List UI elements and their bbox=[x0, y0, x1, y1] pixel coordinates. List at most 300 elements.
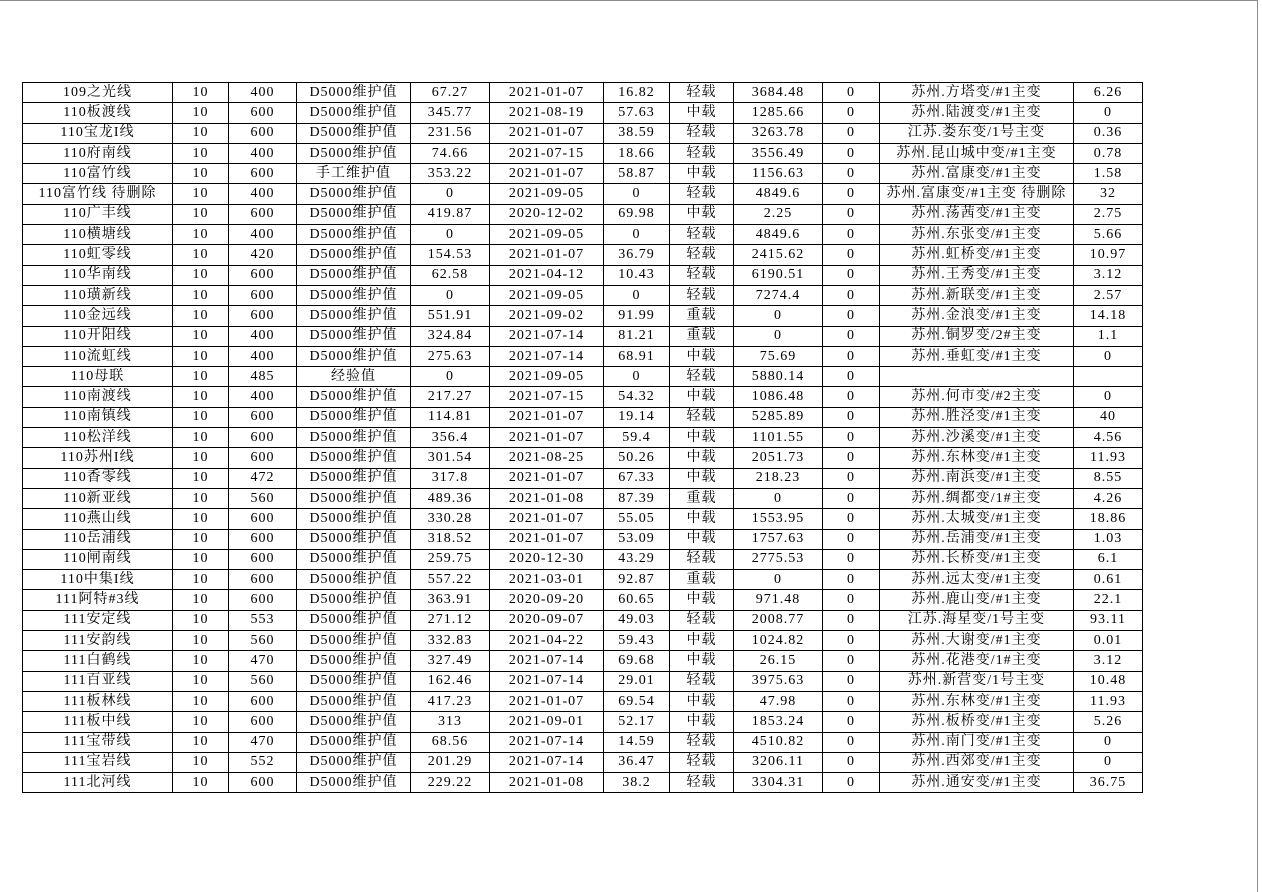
feeder-name-cell bbox=[23, 428, 173, 448]
value-cell bbox=[1074, 509, 1143, 529]
table-row bbox=[23, 610, 1143, 630]
voltage-text: 10 bbox=[192, 429, 209, 445]
transformer-text: 苏州.花港变/1#主变 bbox=[911, 652, 1042, 668]
transformer-cell bbox=[880, 712, 1074, 732]
load-level-text: 中载 bbox=[686, 693, 717, 709]
voltage-cell bbox=[173, 732, 229, 752]
voltage-text: 10 bbox=[192, 713, 209, 729]
table-row bbox=[23, 346, 1143, 366]
load-current-text: 318.52 bbox=[427, 531, 473, 547]
spare-capacity-cell bbox=[734, 387, 823, 407]
value-source-text: D5000维护值 bbox=[309, 186, 398, 202]
voltage-text: 10 bbox=[192, 307, 209, 323]
date-text: 2021-07-14 bbox=[508, 734, 585, 750]
feeder-name-text: 111安定线 bbox=[63, 612, 132, 628]
spare-capacity-cell bbox=[734, 610, 823, 630]
feeder-name-cell bbox=[23, 306, 173, 326]
value-source-cell bbox=[297, 549, 411, 569]
transformer-text: 苏州.东林变/#1主变 bbox=[911, 693, 1042, 709]
voltage-text: 10 bbox=[192, 267, 209, 283]
table-row bbox=[23, 265, 1143, 285]
value-text: 14.18 bbox=[1089, 307, 1127, 323]
rated-current-cell bbox=[229, 285, 297, 305]
value-source-cell bbox=[297, 346, 411, 366]
value-cell bbox=[1074, 428, 1143, 448]
date-text: 2021-01-07 bbox=[508, 470, 585, 486]
load-rate-cell bbox=[604, 123, 670, 143]
load-level-cell bbox=[670, 428, 734, 448]
load-level-text: 轻载 bbox=[686, 734, 717, 750]
load-rate-text: 36.47 bbox=[618, 754, 655, 770]
feeder-name-cell bbox=[23, 752, 173, 772]
feeder-name-cell bbox=[23, 488, 173, 508]
feeder-name-cell bbox=[23, 529, 173, 549]
load-current-cell bbox=[411, 590, 490, 610]
load-rate-text: 19.14 bbox=[618, 409, 655, 425]
load-level-text: 重载 bbox=[686, 307, 717, 323]
date-cell bbox=[490, 164, 604, 184]
load-level-cell bbox=[670, 143, 734, 163]
load-current-cell bbox=[411, 123, 490, 143]
spare-capacity-cell bbox=[734, 549, 823, 569]
load-current-cell bbox=[411, 407, 490, 427]
count-text: 0 bbox=[847, 713, 855, 729]
spare-capacity-cell bbox=[734, 732, 823, 752]
rated-current-cell bbox=[229, 245, 297, 265]
load-current-cell bbox=[411, 773, 490, 793]
spare-capacity-cell bbox=[734, 691, 823, 711]
rated-current-cell bbox=[229, 407, 297, 427]
value-source-cell bbox=[297, 285, 411, 305]
rated-current-cell bbox=[229, 428, 297, 448]
load-current-text: 551.91 bbox=[427, 307, 473, 323]
feeder-name-text: 110横塘线 bbox=[63, 226, 132, 242]
value-source-cell bbox=[297, 143, 411, 163]
load-level-text: 中载 bbox=[686, 531, 717, 547]
voltage-cell bbox=[173, 407, 229, 427]
table-row bbox=[23, 204, 1143, 224]
voltage-text: 10 bbox=[192, 186, 209, 202]
load-rate-cell bbox=[604, 712, 670, 732]
rated-current-text: 470 bbox=[250, 652, 275, 668]
load-level-cell bbox=[670, 367, 734, 387]
date-cell bbox=[490, 143, 604, 163]
value-source-text: D5000维护值 bbox=[309, 409, 398, 425]
value-source-cell bbox=[297, 712, 411, 732]
transformer-text: 苏州.远太变/#1主变 bbox=[911, 571, 1042, 587]
load-level-cell bbox=[670, 752, 734, 772]
voltage-cell bbox=[173, 164, 229, 184]
count-cell bbox=[823, 549, 880, 569]
feeder-name-text: 110新亚线 bbox=[63, 490, 132, 506]
load-current-text: 419.87 bbox=[427, 206, 473, 222]
load-rate-cell bbox=[604, 671, 670, 691]
count-text: 0 bbox=[847, 206, 855, 222]
feeder-name-text: 110宝龙I线 bbox=[60, 125, 135, 141]
load-current-cell bbox=[411, 610, 490, 630]
date-cell bbox=[490, 732, 604, 752]
transformer-cell bbox=[880, 529, 1074, 549]
count-cell bbox=[823, 265, 880, 285]
table-row bbox=[23, 509, 1143, 529]
transformer-text: 苏州.长桥变/#1主变 bbox=[911, 551, 1042, 567]
load-rate-text: 14.59 bbox=[618, 734, 655, 750]
transformer-cell bbox=[880, 367, 1074, 387]
spare-capacity-text: 0 bbox=[774, 490, 782, 506]
load-current-text: 271.12 bbox=[427, 612, 473, 628]
load-rate-cell bbox=[604, 488, 670, 508]
spare-capacity-cell bbox=[734, 752, 823, 772]
load-level-text: 中载 bbox=[686, 389, 717, 405]
rated-current-text: 600 bbox=[250, 571, 275, 587]
date-cell bbox=[490, 773, 604, 793]
feeder-name-text: 110燕山线 bbox=[63, 510, 132, 526]
load-level-cell bbox=[670, 590, 734, 610]
voltage-text: 10 bbox=[192, 226, 209, 242]
feeder-name-text: 110府南线 bbox=[63, 145, 132, 161]
spare-capacity-cell bbox=[734, 509, 823, 529]
load-level-cell bbox=[670, 184, 734, 204]
transformer-text: 苏州.荡茜变/#1主变 bbox=[911, 206, 1042, 222]
date-text: 2021-07-14 bbox=[508, 328, 585, 344]
voltage-cell bbox=[173, 204, 229, 224]
load-rate-text: 16.82 bbox=[618, 84, 655, 100]
transformer-text: 苏州.大谢变/#1主变 bbox=[911, 632, 1042, 648]
spare-capacity-text: 47.98 bbox=[759, 693, 797, 709]
load-level-text: 重载 bbox=[686, 490, 717, 506]
transformer-cell bbox=[880, 285, 1074, 305]
value-cell bbox=[1074, 164, 1143, 184]
load-rate-cell bbox=[604, 651, 670, 671]
load-current-cell bbox=[411, 367, 490, 387]
spare-capacity-text: 26.15 bbox=[759, 652, 797, 668]
value-cell bbox=[1074, 285, 1143, 305]
transformer-text: 苏州.垂虹变/#1主变 bbox=[911, 348, 1042, 364]
load-current-text: 557.22 bbox=[427, 571, 473, 587]
table-row bbox=[23, 448, 1143, 468]
date-text: 2021-04-22 bbox=[508, 632, 585, 648]
transformer-cell bbox=[880, 225, 1074, 245]
load-current-cell bbox=[411, 164, 490, 184]
count-cell bbox=[823, 184, 880, 204]
value-source-cell bbox=[297, 691, 411, 711]
date-cell bbox=[490, 671, 604, 691]
rated-current-cell bbox=[229, 691, 297, 711]
count-text: 0 bbox=[847, 84, 855, 100]
table-row bbox=[23, 468, 1143, 488]
value-cell bbox=[1074, 549, 1143, 569]
value-source-text: D5000维护值 bbox=[309, 490, 398, 506]
load-current-text: 0 bbox=[446, 186, 454, 202]
voltage-cell bbox=[173, 570, 229, 590]
rated-current-cell bbox=[229, 184, 297, 204]
count-text: 0 bbox=[847, 754, 855, 770]
count-cell bbox=[823, 691, 880, 711]
feeder-name-cell bbox=[23, 732, 173, 752]
voltage-text: 10 bbox=[192, 490, 209, 506]
feeder-name-cell bbox=[23, 367, 173, 387]
value-text: 36.75 bbox=[1089, 774, 1127, 790]
load-level-text: 中载 bbox=[686, 165, 717, 181]
date-cell bbox=[490, 285, 604, 305]
value-cell bbox=[1074, 529, 1143, 549]
spare-capacity-cell bbox=[734, 123, 823, 143]
load-rate-text: 10.43 bbox=[618, 267, 655, 283]
count-text: 0 bbox=[847, 125, 855, 141]
count-cell bbox=[823, 651, 880, 671]
load-level-cell bbox=[670, 570, 734, 590]
load-current-text: 68.56 bbox=[431, 734, 469, 750]
feeder-name-cell bbox=[23, 671, 173, 691]
count-cell bbox=[823, 143, 880, 163]
load-current-text: 324.84 bbox=[427, 328, 473, 344]
spare-capacity-text: 6190.51 bbox=[751, 267, 805, 283]
value-text: 2.75 bbox=[1093, 206, 1123, 222]
table-row bbox=[23, 712, 1143, 732]
load-level-text: 轻载 bbox=[686, 226, 717, 242]
load-rate-cell bbox=[604, 448, 670, 468]
transformer-cell bbox=[880, 549, 1074, 569]
rated-current-cell bbox=[229, 773, 297, 793]
load-level-cell bbox=[670, 204, 734, 224]
count-cell bbox=[823, 570, 880, 590]
date-text: 2021-01-07 bbox=[508, 510, 585, 526]
value-source-cell bbox=[297, 488, 411, 508]
load-level-cell bbox=[670, 549, 734, 569]
rated-current-cell bbox=[229, 631, 297, 651]
rated-current-text: 600 bbox=[250, 165, 275, 181]
feeder-name-text: 110流虹线 bbox=[63, 348, 132, 364]
load-level-text: 中载 bbox=[686, 510, 717, 526]
table-body bbox=[23, 83, 1143, 793]
value-text: 2.57 bbox=[1093, 287, 1123, 303]
value-source-cell bbox=[297, 204, 411, 224]
count-text: 0 bbox=[847, 490, 855, 506]
voltage-text: 10 bbox=[192, 652, 209, 668]
transformer-cell bbox=[880, 245, 1074, 265]
feeder-name-cell bbox=[23, 773, 173, 793]
load-level-text: 轻载 bbox=[686, 287, 717, 303]
transformer-text: 苏州.东林变/#1主变 bbox=[911, 449, 1042, 465]
load-current-cell bbox=[411, 529, 490, 549]
count-text: 0 bbox=[847, 226, 855, 242]
date-cell bbox=[490, 245, 604, 265]
value-source-text: D5000维护值 bbox=[309, 592, 398, 608]
load-current-cell bbox=[411, 570, 490, 590]
date-cell bbox=[490, 83, 604, 103]
load-level-text: 中载 bbox=[686, 470, 717, 486]
count-cell bbox=[823, 529, 880, 549]
value-cell bbox=[1074, 773, 1143, 793]
rated-current-cell bbox=[229, 143, 297, 163]
spare-capacity-cell bbox=[734, 671, 823, 691]
load-current-cell bbox=[411, 752, 490, 772]
rated-current-text: 400 bbox=[250, 328, 275, 344]
load-rate-text: 92.87 bbox=[618, 571, 655, 587]
transformer-text: 苏州.陆渡变/#1主变 bbox=[911, 104, 1042, 120]
value-source-text: D5000维护值 bbox=[309, 307, 398, 323]
value-source-cell bbox=[297, 123, 411, 143]
voltage-cell bbox=[173, 265, 229, 285]
value-cell bbox=[1074, 143, 1143, 163]
value-text: 1.58 bbox=[1093, 165, 1123, 181]
rated-current-cell bbox=[229, 326, 297, 346]
load-level-text: 重载 bbox=[686, 571, 717, 587]
rated-current-cell bbox=[229, 164, 297, 184]
load-current-text: 301.54 bbox=[427, 449, 473, 465]
rated-current-cell bbox=[229, 651, 297, 671]
load-current-cell bbox=[411, 285, 490, 305]
rated-current-text: 553 bbox=[250, 612, 275, 628]
voltage-text: 10 bbox=[192, 165, 209, 181]
load-current-text: 0 bbox=[446, 368, 454, 384]
load-rate-text: 55.05 bbox=[618, 510, 655, 526]
load-current-text: 0 bbox=[446, 226, 454, 242]
table-row bbox=[23, 285, 1143, 305]
rated-current-text: 600 bbox=[250, 287, 275, 303]
load-level-text: 重载 bbox=[686, 328, 717, 344]
value-source-cell bbox=[297, 631, 411, 651]
rated-current-cell bbox=[229, 712, 297, 732]
value-cell bbox=[1074, 732, 1143, 752]
spare-capacity-text: 3556.49 bbox=[751, 145, 805, 161]
count-cell bbox=[823, 123, 880, 143]
feeder-name-text: 111宝带线 bbox=[63, 734, 132, 750]
date-text: 2021-07-14 bbox=[508, 754, 585, 770]
transformer-text: 苏州.胜泾变/#1主变 bbox=[911, 409, 1042, 425]
rated-current-text: 400 bbox=[250, 348, 275, 364]
voltage-cell bbox=[173, 590, 229, 610]
value-cell bbox=[1074, 570, 1143, 590]
load-current-cell bbox=[411, 428, 490, 448]
load-current-cell bbox=[411, 83, 490, 103]
count-text: 0 bbox=[847, 409, 855, 425]
spare-capacity-text: 0 bbox=[774, 307, 782, 323]
value-cell bbox=[1074, 184, 1143, 204]
load-level-cell bbox=[670, 245, 734, 265]
load-current-text: 231.56 bbox=[427, 125, 473, 141]
rated-current-text: 600 bbox=[250, 693, 275, 709]
spare-capacity-text: 2415.62 bbox=[751, 247, 805, 263]
transformer-text: 苏州.绸都变/1#主变 bbox=[911, 490, 1042, 506]
table-row bbox=[23, 225, 1143, 245]
count-cell bbox=[823, 204, 880, 224]
rated-current-cell bbox=[229, 306, 297, 326]
value-text: 11.93 bbox=[1090, 693, 1126, 709]
rated-current-cell bbox=[229, 529, 297, 549]
table-row bbox=[23, 752, 1143, 772]
load-level-text: 轻载 bbox=[686, 145, 717, 161]
spare-capacity-text: 3304.31 bbox=[751, 774, 805, 790]
table-row bbox=[23, 631, 1143, 651]
transformer-text: 江苏.海星变/1号主变 bbox=[907, 612, 1046, 628]
spare-capacity-cell bbox=[734, 184, 823, 204]
date-text: 2021-09-05 bbox=[508, 226, 585, 242]
count-text: 0 bbox=[847, 531, 855, 547]
voltage-cell bbox=[173, 245, 229, 265]
voltage-cell bbox=[173, 143, 229, 163]
date-cell bbox=[490, 570, 604, 590]
spare-capacity-cell bbox=[734, 651, 823, 671]
count-text: 0 bbox=[847, 348, 855, 364]
load-current-cell bbox=[411, 712, 490, 732]
load-level-text: 中载 bbox=[686, 652, 717, 668]
load-rate-cell bbox=[604, 752, 670, 772]
transformer-text: 苏州.岳浦变/#1主变 bbox=[911, 531, 1042, 547]
voltage-cell bbox=[173, 509, 229, 529]
feeder-name-cell bbox=[23, 143, 173, 163]
count-cell bbox=[823, 732, 880, 752]
value-text: 0 bbox=[1104, 348, 1112, 364]
voltage-cell bbox=[173, 651, 229, 671]
load-current-text: 275.63 bbox=[427, 348, 473, 364]
rated-current-text: 420 bbox=[250, 247, 275, 263]
date-text: 2021-09-01 bbox=[508, 713, 585, 729]
spare-capacity-text: 7274.4 bbox=[755, 287, 801, 303]
feeder-name-text: 110母联 bbox=[70, 368, 125, 384]
load-current-cell bbox=[411, 326, 490, 346]
value-cell bbox=[1074, 346, 1143, 366]
transformer-cell bbox=[880, 346, 1074, 366]
table-row bbox=[23, 570, 1143, 590]
load-current-text: 201.29 bbox=[427, 754, 473, 770]
feeder-name-text: 111板林线 bbox=[63, 693, 132, 709]
value-source-text: D5000维护值 bbox=[309, 693, 398, 709]
load-rate-cell bbox=[604, 306, 670, 326]
feeder-name-cell bbox=[23, 468, 173, 488]
load-current-cell bbox=[411, 143, 490, 163]
date-cell bbox=[490, 407, 604, 427]
table-row bbox=[23, 732, 1143, 752]
value-source-cell bbox=[297, 773, 411, 793]
feeder-name-cell bbox=[23, 103, 173, 123]
value-cell bbox=[1074, 407, 1143, 427]
count-cell bbox=[823, 407, 880, 427]
rated-current-cell bbox=[229, 265, 297, 285]
table-row bbox=[23, 143, 1143, 163]
feeder-name-cell bbox=[23, 387, 173, 407]
voltage-cell bbox=[173, 123, 229, 143]
value-text: 8.55 bbox=[1093, 470, 1123, 486]
transformer-cell bbox=[880, 671, 1074, 691]
spare-capacity-cell bbox=[734, 83, 823, 103]
value-cell bbox=[1074, 387, 1143, 407]
spare-capacity-cell bbox=[734, 326, 823, 346]
value-source-text: D5000维护值 bbox=[309, 571, 398, 587]
voltage-cell bbox=[173, 773, 229, 793]
date-cell bbox=[490, 225, 604, 245]
feeder-name-text: 110虹零线 bbox=[63, 247, 132, 263]
transformer-cell bbox=[880, 488, 1074, 508]
date-cell bbox=[490, 529, 604, 549]
feeder-name-cell bbox=[23, 651, 173, 671]
feeder-name-cell bbox=[23, 225, 173, 245]
feeder-name-cell bbox=[23, 164, 173, 184]
feeder-name-text: 110金远线 bbox=[63, 307, 132, 323]
value-source-text: D5000维护值 bbox=[309, 267, 398, 283]
load-rate-text: 69.98 bbox=[618, 206, 655, 222]
spare-capacity-cell bbox=[734, 306, 823, 326]
spare-capacity-cell bbox=[734, 164, 823, 184]
count-text: 0 bbox=[847, 510, 855, 526]
voltage-text: 10 bbox=[192, 348, 209, 364]
value-text: 4.56 bbox=[1093, 429, 1123, 445]
load-current-text: 0 bbox=[446, 287, 454, 303]
value-source-text: D5000维护值 bbox=[309, 531, 398, 547]
load-rate-text: 59.4 bbox=[622, 429, 651, 445]
voltage-text: 10 bbox=[192, 104, 209, 120]
rated-current-text: 560 bbox=[250, 632, 275, 648]
